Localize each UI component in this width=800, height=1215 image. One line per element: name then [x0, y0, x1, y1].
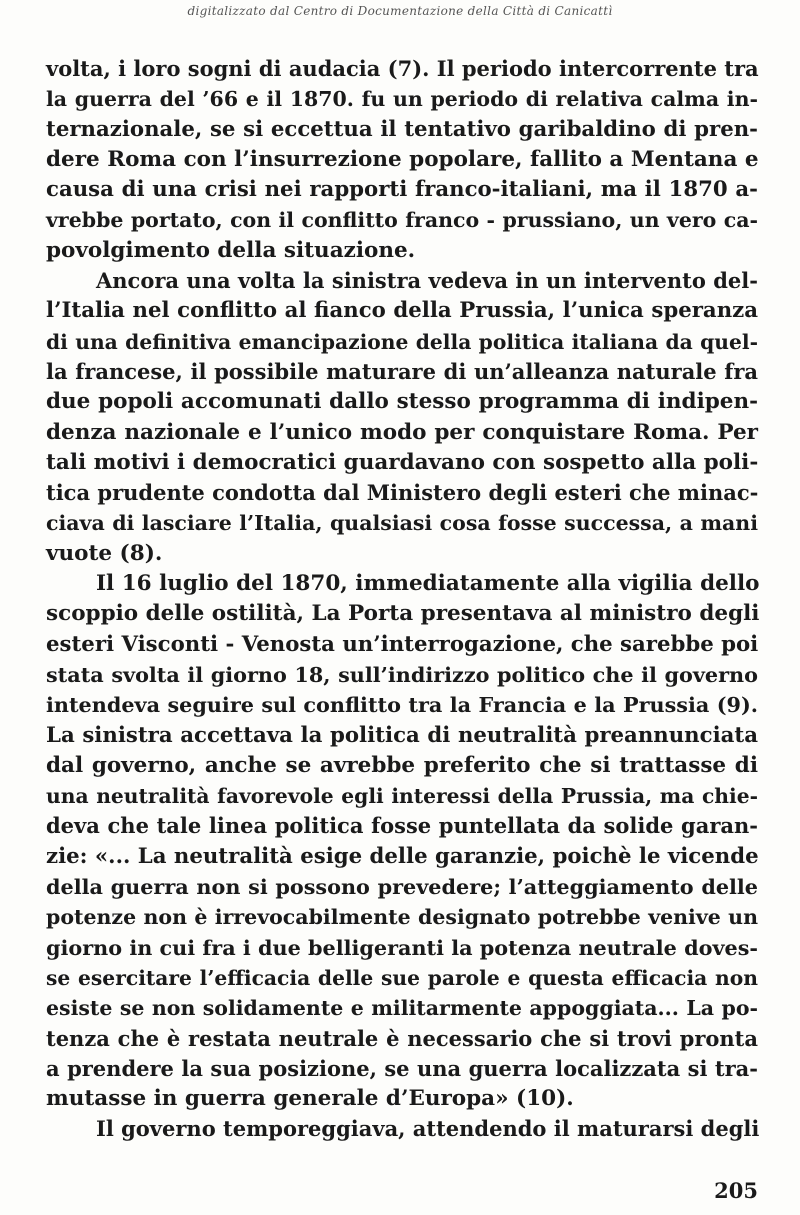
text-line: esteri Visconti - Venosta un’interrogazione, che sarebbe poi — [46, 631, 759, 657]
text-line: povolgimento della situazione. — [46, 237, 416, 263]
text-line: Il 16 luglio del 1870, immediatamente alla vigilia dello — [96, 571, 760, 597]
text-line: la francese, il possibile maturare di un’alleanza naturale fra — [46, 358, 758, 384]
digitization-watermark: digitalizzato dal Centro di Documentazione della Città di Canicattì — [187, 4, 613, 18]
text-line: l’Italia nel conflitto al fianco della Prussia, l’unica speranza — [46, 298, 758, 324]
text-line: Il governo temporeggiava, attendendo il maturarsi degli — [96, 1116, 760, 1142]
text-line: giorno in cui fra i due belligeranti la potenza neutrale doves- — [46, 935, 758, 960]
text-line: La sinistra accettava la politica di neutralità preannunciata — [46, 722, 758, 748]
text-line: una neutralità favorevole egli interessi della Prussia, ma chie- — [46, 784, 758, 809]
text-line: a prendere la sua posizione, se una guerra localizzata si tra- — [46, 1055, 758, 1081]
text-line: potenze non è irrevocabilmente designato potrebbe venive un — [46, 905, 758, 930]
text-line: mutasse in guerra generale d’Europa» (10). — [46, 1086, 574, 1112]
text-line: tali motivi i democratici guardavano con sospetto alla poli- — [46, 449, 759, 475]
text-line: intendeva seguire sul conflitto tra la Francia e la Prussia (9). — [46, 693, 758, 718]
text-line: zie: «... La neutralità esige delle garanzie, poichè le vicende — [46, 843, 759, 869]
text-line: dal governo, anche se avrebbe preferito che si trattasse di — [46, 752, 758, 778]
page-number: 205 — [714, 1178, 758, 1203]
text-line: se esercitare l’efficacia delle sue parole e questa efficacia non — [46, 965, 758, 990]
text-line: della guerra non si possono prevedere; l’atteggiamento delle — [46, 875, 758, 900]
text-line: dere Roma con l’insurrezione popolare, fallito a Mentana e — [46, 146, 759, 172]
text-line: vrebbe portato, con il conflitto franco - prussiano, un vero ca- — [46, 208, 758, 233]
text-line: Ancora una volta la sinistra vedeva in un intervento del- — [96, 268, 758, 294]
text-line: di una definitiva emancipazione della politica italiana da quel- — [46, 329, 758, 354]
text-line: tica prudente condotta dal Ministero degli esteri che minac- — [46, 480, 759, 506]
text-line: denza nazionale e l’unico modo per conquistare Roma. Per — [46, 419, 758, 445]
text-line: volta, i loro sogni di audacia (7). Il periodo intercorrente tra — [46, 56, 759, 81]
text-line: causa di una crisi nei rapporti franco-italiani, ma il 1870 a- — [46, 177, 758, 203]
text-line: scoppio delle ostilità, La Porta presentava al ministro degli — [46, 601, 760, 627]
text-line: ciava di lasciare l’Italia, qualsiasi cosa fosse successa, a mani — [46, 511, 758, 536]
text-line: la guerra del ’66 e il 1870. fu un periodo di relativa calma in- — [46, 87, 758, 112]
text-line: tenza che è restata neutrale è necessario che si trovi pronta — [46, 1025, 758, 1051]
text-line: stata svolta il giorno 18, sull’indirizzo politico che il governo — [46, 662, 758, 687]
text-line: esiste se non solidamente e militarmente appoggiata... La po- — [46, 996, 758, 1021]
text-line: deva che tale linea politica fosse puntellata da solide garan- — [46, 813, 758, 839]
text-line: ternazionale, se si eccettua il tentativo garibaldino di pren- — [46, 116, 758, 142]
text-line: due popoli accomunati dallo stesso programma di indipen- — [46, 389, 758, 415]
body-text — [46, 54, 758, 1145]
text-line: vuote (8). — [46, 540, 163, 566]
